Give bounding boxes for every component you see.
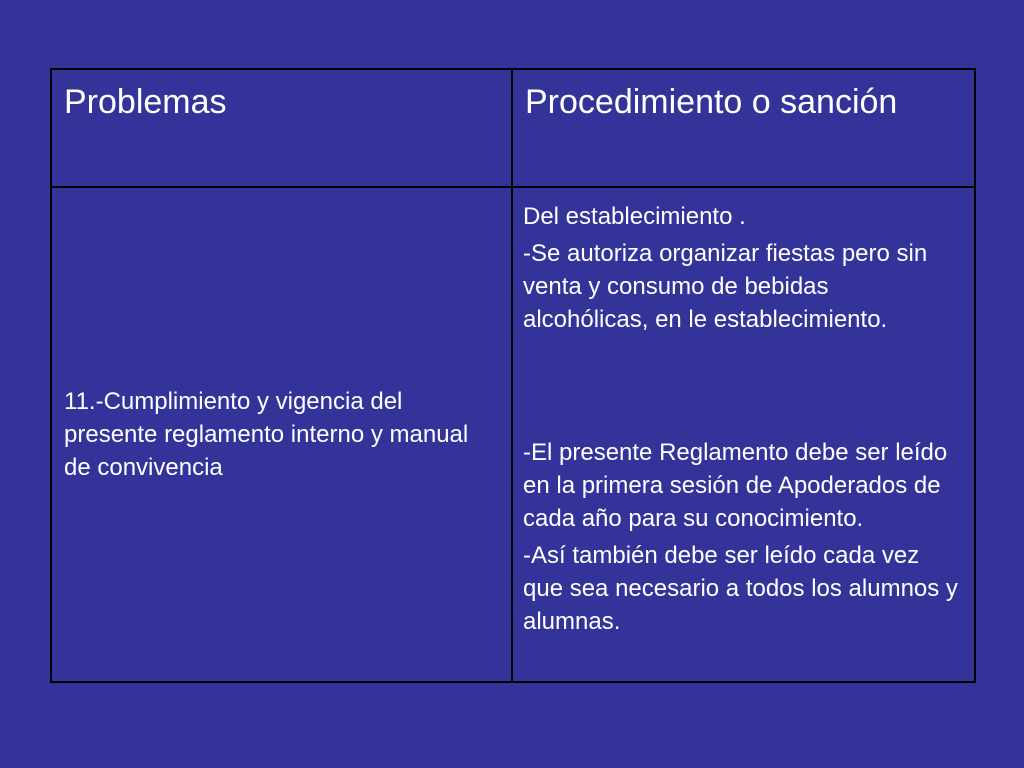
procedure-paragraph-1: Del establecimiento . [523,203,746,230]
problem-text: 11.-Cumplimiento y vigencia del presente reglamento interno y manual de convivencia [64,388,469,481]
header-problemas: Problemas [64,83,227,121]
procedure-cell [512,187,975,682]
paragraph-spacer [523,340,958,436]
header-cell-procedimiento [512,69,975,187]
procedure-paragraph-2: -Se autoriza organizar fiestas pero sin venta y consumo de bebidas alcohólicas, en le establecimiento. [523,240,928,333]
procedure-paragraph-4: -Así también debe ser leído cada vez que sea necesario a todos los alumnos y alumnas. [523,542,958,635]
problem-cell [51,187,512,682]
table-header-row [51,69,975,187]
table-row [51,187,975,682]
header-procedimiento: Procedimiento o sanción [525,83,898,121]
rules-table [50,68,976,683]
header-cell-problemas [51,69,512,187]
procedure-paragraph-3: -El presente Reglamento debe ser leído en la primera sesión de Apoderados de cada año para su conocimiento. [523,439,948,532]
